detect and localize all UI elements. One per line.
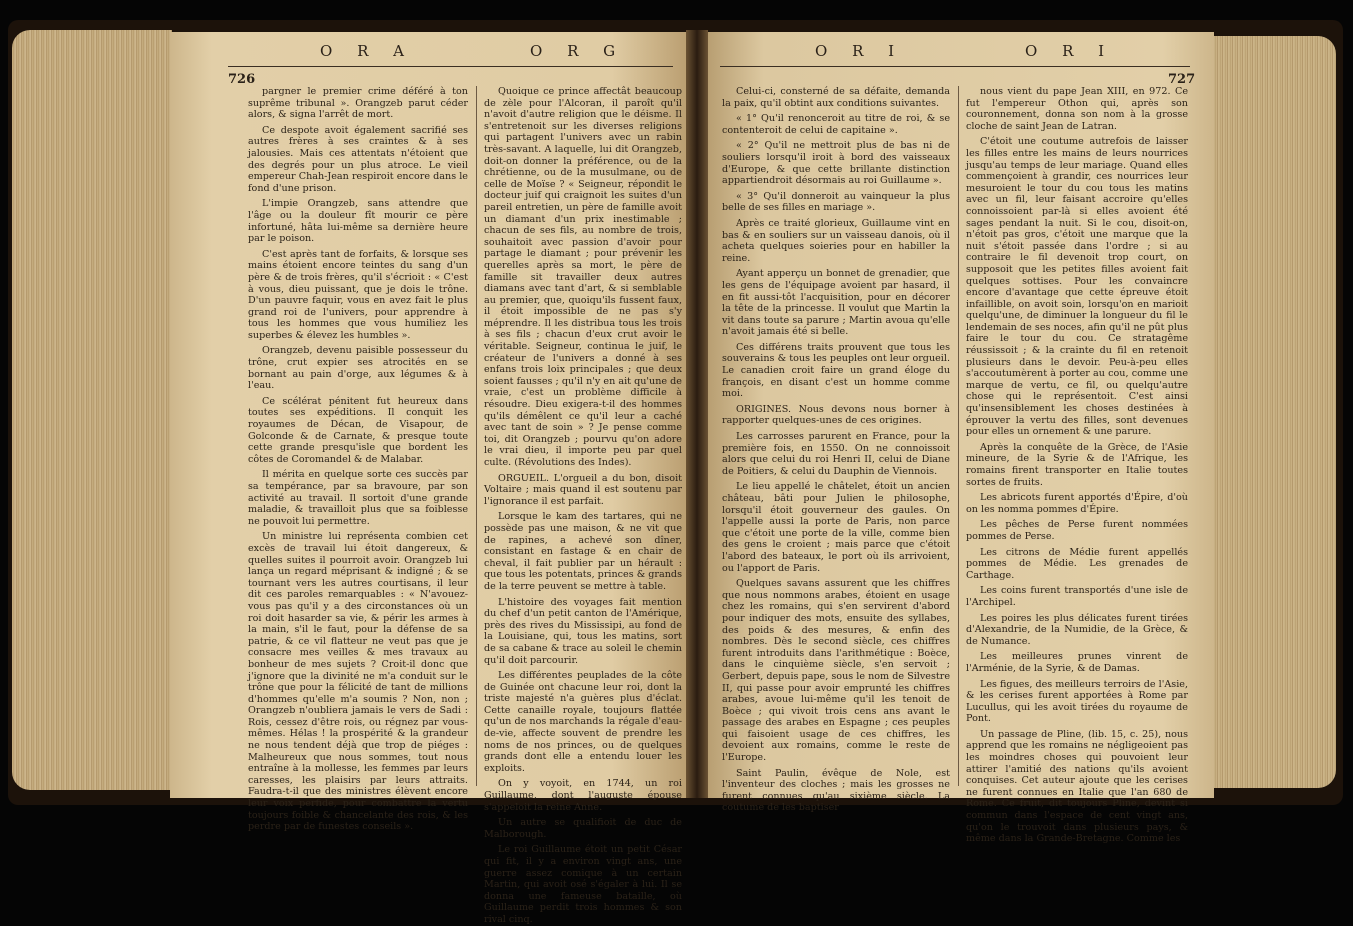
left-page-column-1	[248, 86, 468, 833]
paragraph: « 3° Qu'il donneroit au vainqueur la plus belle de ses filles en mariage ».	[722, 190, 950, 214]
paragraph: Un autre se qualifioit de duc de Malborough.	[484, 817, 682, 840]
right-page-column-1	[722, 86, 950, 814]
paragraph: Ce despote avoit également sacrifié ses autres frères à ses craintes & à ses jalousies. Mais ces attentats n'étoient que des degrés pour un plus atroce. Le vieil empereur Chah-Jean respiroit encore dans le fond d'une prison.	[248, 124, 468, 194]
page-number-left: 726	[228, 72, 256, 87]
paragraph: Saint Paulin, évêque de Nole, est l'inventeur des cloches ; mais les grosses ne furent connues qu'au sixième siècle. La coutume de les baptiser	[722, 767, 950, 814]
header-rule-right	[720, 66, 1190, 67]
paragraph: « 2° Qu'il ne mettroit plus de bas ni de souliers lorsqu'il iroit à bord des vaisseaux d'Europe, & que cette brillante distinction appartiendroit désormais au roi Guillaume ».	[722, 140, 950, 187]
paragraph: Les poires les plus délicates furent tirées d'Alexandrie, de la Numidie, de la Grèce, & de Numance.	[966, 612, 1188, 647]
paragraph: L'impie Orangzeb, sans attendre que l'âge ou la douleur fît mourir ce père infortuné, hâta lui-même sa dernière heure par le poison.	[248, 198, 468, 245]
paragraph: Les carrosses parurent en France, pour la première fois, en 1550. On ne connoissoit alors que celui du roi Henri II, celui de Diane de Poitiers, & celui du Dauphin de Viennois.	[722, 431, 950, 477]
paragraph: On y voyoit, en 1744, un roi Guillaume, dont l'auguste épouse s'appeloit la reine Anne.	[484, 778, 682, 813]
paragraph: Après ce traité glorieux, Guillaume vint en bas & en souliers sur un vaisseau danois, où il acheta quelques soieries pour en habiller la reine.	[722, 217, 950, 264]
paragraph: ORGUEIL. L'orgueil a du bon, disoit Voltaire ; mais quand il est soutenu par l'ignorance il est parfait.	[484, 472, 682, 507]
paragraph: Il mérita en quelque sorte ces succès par sa tempérance, par sa bravoure, par son activité au travail. Il sortoit d'une grande maladie, & travailloit plus que sa foiblesse ne pouvoit lui permettre.	[248, 469, 468, 527]
paragraph: Ce scélérat pénitent fut heureux dans toutes ses expéditions. Il conquit les royaumes de Décan, de Visapour, de Golconde & de Carnate, & presque toute cette grande presqu'isle que bordent les côtes de Coromandel & de Malabar.	[248, 395, 468, 465]
paragraph: Orangzeb, devenu paisible possesseur du trône, crut expier ses atrocités en se bornant au pain d'orge, aux légumes & à l'eau.	[248, 345, 468, 392]
paragraph: « 1° Qu'il renonceroit au titre de roi, & se contenteroit de celui de capitaine ».	[722, 113, 950, 136]
paragraph: Le lieu appellé le châtelet, étoit un ancien château, bâti pour Julien le philosophe, lorsqu'il étoit gouverneur des gaules. On l'appelle aussi la porte de Paris, non parce que c'étoit une porte de la ville, comme bien des gens le croient ; mais parce que c'étoit l'abord des bateaux, le port où ils arrivoient, ou l'apport de Paris.	[722, 481, 950, 574]
paragraph: Les meilleures prunes vinrent de l'Arménie, de la Syrie, & de Damas.	[966, 651, 1188, 674]
paragraph: C'étoit une coutume autrefois de laisser les filles entre les mains de leurs nourrices jusqu'au temps de leur mariage. Quand elles commençoient à grandir, ces nourrices leur mesuroient le tour du cou tous les matins avec un fil, leur faisant accroire qu'elles connoissoient par-là si elles avoient été sages pendant la nuit. Si le cou, disoit-on, n'étoit pas gros, c'étoit une marque que la nuit s'étoit passée dans l'ordre ; si au contraire le fil devenoit trop court, on supposoit que les petites filles avoient fait quelques sottises. Pour les convaincre encore d'avantage que cette épreuve étoit infaillible, on avoit soin, lorsqu'on en marioit quelqu'une, de diminuer la longueur du fil le lendemain de ses noces, afin qu'il ne pût plus faire le tour du cou. Ce stratagême réussissoit ; & la crainte du fil en retenoit plusieurs dans le devoir. Peu-à-peu elles s'accoutumèrent à porter au cou, comme une marque de vertu, ce fil, ou quelqu'autre chose qui le représentoit. C'est ainsi qu'insensiblement les choses destinées à éprouver la vertu des filles, sont devenues pour elles un ornement & une parure.	[966, 136, 1188, 438]
paragraph: Le roi Guillaume étoit un petit César qui fit, il y a environ vingt ans, une guerre assez comique à un certain Martin, qui avoit osé s'égaler à lui. Il se donna une fameuse bataille, où Guillaume perdit trois hommes & son rival cinq.	[484, 844, 682, 925]
paragraph: Un ministre lui représenta combien cet excès de travail lui étoit dangereux, & quelles suites il pourroit avoir. Orangzeb lui lança un regard méprisant & indigné ; & se tournant vers les autres courtisans, il leur dit ces paroles remarquables : « N'avouez-vous pas qu'il y a des circonstances où un roi doit hasarder sa vie, & périr les armes à la main, s'il le faut, pour la défense de sa patrie, & ce vil flatteur ne veut pas que je consacre mes veilles & mes travaux au bonheur de mes sujets ? Croit-il donc que j'ignore que la divinité ne m'a conduit sur le trône que pour la félicité de tant de millions d'hommes qu'elle m'a soumis ? Non, non ; Orangzeb n'oubliera jamais le vers de Sadi : Rois, cessez d'être rois, ou régnez par vous-mêmes. Hélas ! la prospérité & la grandeur ne nous tendent déjà que trop de piéges : Malheureux que nous sommes, tout nous entraîne à la mollesse, les femmes par leurs caresses, les plaisirs par leurs attraits. Faudra-t-il que des ministres élèvent encore leur voix perfide, pour combattre la vertu toujours foible & chancelante des rois, & les perdre par de funestes conseils ».	[248, 531, 468, 833]
paragraph: pargner le premier crime déféré à ton suprême tribunal ». Orangzeb parut céder alors, & signa l'arrêt de mort.	[248, 86, 468, 121]
paragraph: ORIGINES. Nous devons nous borner à rapporter quelques-unes de ces origines.	[722, 403, 950, 427]
paragraph: Lorsque le kam des tartares, qui ne possède pas une maison, & ne vit que de rapines, a achevé son dîner, consistant en fastage & en chair de cheval, il fait publier par un hérault : que tous les potentats, princes & grands de la terre peuvent se mettre à table.	[484, 511, 682, 592]
paragraph: Les figues, des meilleurs terroirs de l'Asie, & les cerises furent apportées à Rome par Lucullus, qui les avoit tirées du royaume de Pont.	[966, 678, 1188, 725]
paragraph: Quoique ce prince affectât beaucoup de zèle pour l'Alcoran, il paroît qu'il n'avoit d'autre religion que le déisme. Il s'entretenoit sur les diverses religions qui partagent l'univers avec un rabin très-savant. A laquelle, lui dit Orangzeb, doit-on donner la préférence, ou de la chrétienne, ou de la musulmane, ou de celle de Moïse ? « Seigneur, répondit le docteur juif qui craignoit les suites d'un pareil entretien, un père de famille avoit un diamant d'un prix inestimable ; chacun de ses fils, au nombre de trois, souhaitoit avec passion d'avoir pour partage le diamant ; pour prévenir les querelles après sa mort, le père de famille sit travailler deux autres diamans avec tant d'art, & si semblable au premier, que, quoiqu'ils fussent faux, il étoit impossible de ne pas s'y méprendre. Il les distribua tous les trois à ses fils ; chacun d'eux crut avoir le véritable. Seigneur, continua le juif, le créateur de l'univers a donné à ses enfans trois loix principales ; que deux soient fausses ; qu'il n'y en ait qu'une de vraie, c'est un problème difficile à résoudre. Dieu exigera-t-il des hommes qu'ils démêlent ce qu'il leur a caché avec tant de soin » ? Je pense comme toi, dit Orangzeb ; pourvu qu'on adore le vrai dieu, il importe peu par quel culte. (Révolutions des Indes).	[484, 86, 682, 468]
paragraph: Les abricots furent apportés d'Épire, d'où on les nomma pommes d'Épire.	[966, 492, 1188, 515]
paragraph: Ayant apperçu un bonnet de grenadier, que les gens de l'équipage avoient par hasard, il en fit aussi-tôt l'acquisition, pour en décorer la tête de la princesse. Il voulut que Martin la vit dans toute sa parure ; Martin avoua qu'elle n'avoit jamais été si belle.	[722, 268, 950, 338]
paragraph: nous vient du pape Jean XIII, en 972. Ce fut l'empereur Othon qui, après son couronnement, donna son nom à la grosse cloche de saint Jean de Latran.	[966, 86, 1188, 132]
page-number-right: 727	[1168, 72, 1196, 87]
paragraph: Les pêches de Perse furent nommées pommes de Perse.	[966, 519, 1188, 542]
running-head-right-1: O R I	[815, 42, 905, 60]
book-gutter	[686, 30, 708, 798]
paragraph: Les citrons de Médie furent appellés pommes de Médie. Les grenades de Carthage.	[966, 546, 1188, 581]
header-rule-left	[228, 66, 673, 67]
running-head-left-2: O R G	[530, 42, 626, 60]
paragraph: Après la conquête de la Grèce, de l'Asie mineure, de la Syrie & de l'Afrique, les romains firent transporter en Italie toutes sortes de fruits.	[966, 441, 1188, 488]
paragraph: Celui-ci, consterné de sa défaite, demanda la paix, qu'il obtint aux conditions suivantes.	[722, 86, 950, 109]
paragraph: Les différentes peuplades de la côte de Guinée ont chacune leur roi, dont la triste majesté n'a guères plus d'éclat. Cette canaille royale, toujours flattée qu'un de nos marchands la régale d'eau-de-vie, affecte souvent de prendre les noms de nos princes, ou de quelques grands dont elle a entendu louer les exploits.	[484, 670, 682, 774]
page-edges-left	[12, 30, 172, 790]
right-page-column-2	[966, 86, 1188, 845]
page-edges-right	[1212, 36, 1336, 788]
paragraph: Quelques savans assurent que les chiffres que nous nommons arabes, étoient en usage chez les romains, qui s'en servirent d'abord pour indiquer des mots, ensuite des syllabes, des poids & des mesures, & enfin des nombres. Dès le second siècle, ces chiffres furent introduits dans l'arithmétique : Boèce, dans le cinquième siècle, s'en servoit ; Gerbert, depuis pape, sous le nom de Silvestre II, qui passe pour avoir emprunté les chiffres arabes, avoue lui-même qu'il les tenoit de Boèce ; qui vivoit trois cens ans avant le passage des arabes en Espagne ; ces peuples qui faisoient usage de ces chiffres, les devoient aux romains, comme le reste de l'Europe.	[722, 578, 950, 764]
paragraph: Les coins furent transportés d'une isle de l'Archipel.	[966, 585, 1188, 608]
paragraph: Un passage de Pline, (lib. 15, c. 25), nous apprend que les romains ne négligeoient pas les moindres choses qui pouvoient leur attirer l'amitié des nations qu'ils avoient conquises. Cet auteur ajoute que les cerises ne furent connues en Italie que l'an 680 de Rome. Ce fruit, dit toujours Pline, devint si commun dans l'espace de cent vingt ans, qu'on le trouvoit dans plusieurs pays, & même dans la Grande-Bretagne. Comme les	[966, 728, 1188, 845]
left-page-column-2	[484, 86, 682, 925]
paragraph: Ces différens traits prouvent que tous les souverains & tous les peuples ont leur orgueil. Le canadien croit faire un grand éloge du françois, en disant c'est un homme comme moi.	[722, 341, 950, 400]
running-head-right-2: O R I	[1025, 42, 1115, 60]
paragraph: C'est après tant de forfaits, & lorsque ses mains étoient encore teintes du sang d'un père & de trois frères, qu'il s'écrioit : « C'est à vous, dieu puissant, que je dois le trône. D'un pauvre faquir, vous en avez fait le plus grand roi de l'univers, pour apprendre à tous les hommes que vous humiliez les superbes & élevez les humbles ».	[248, 248, 468, 341]
column-divider-right	[958, 86, 959, 786]
paragraph: L'histoire des voyages fait mention du chef d'un petit canton de l'Amérique, près des rives du Mississipi, au fond de la Louisiane, qui, tous les matins, sort de sa cabane & trace au soleil le chemin qu'il doit parcourir.	[484, 596, 682, 666]
column-divider-left	[476, 86, 477, 786]
running-head-left-1: O R A	[320, 42, 414, 60]
